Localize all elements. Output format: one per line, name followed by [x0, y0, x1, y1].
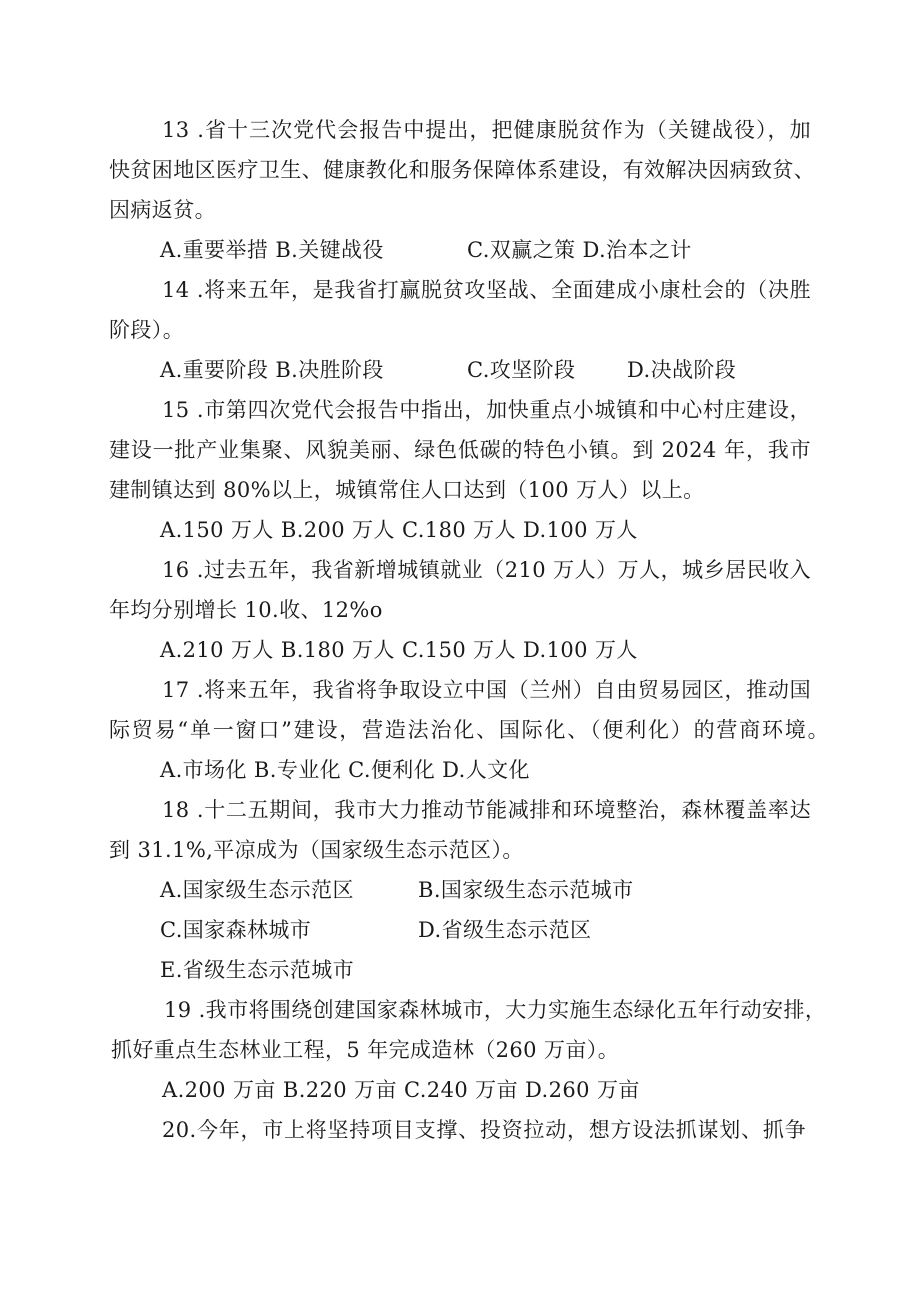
question-15-line-3: 建制镇达到 80%以上，城镇常住人口达到（100 万人）以上。: [109, 478, 705, 502]
question-15-line-2: 建设一批产业集聚、风貌美丽、绿色低碳的特色小镇。到 2024 年，我市: [109, 438, 811, 462]
question-17-line-1: 17 .将来五年，我省将争取设立中国（兰州）自由贸易园区，推动国: [162, 678, 811, 702]
question-13-line-2: 快贫困地区医疗卫生、健康教化和服务保障体系建设，有效解决因病致贫、: [109, 158, 816, 182]
question-16-options: A.210 万人 B.180 万人 C.150 万人 D.100 万人: [160, 638, 638, 662]
question-13-line-1: 13 .省十三次党代会报告中提出，把健康脱贫作为（关键战役），加: [162, 118, 811, 142]
question-13-options-ab: A.重要举措 B.关键战役: [160, 238, 384, 262]
question-14-line-2: 阶段）。: [109, 318, 185, 342]
question-18-option-d: D.省级生态示范区: [418, 918, 592, 942]
question-13-options-cd: C.双赢之策 D.治本之计: [467, 238, 692, 262]
question-13-line-3: 因病返贫。: [109, 198, 216, 222]
question-18-option-e: E.省级生态示范城市: [160, 958, 355, 982]
question-14-line-1: 14 .将来五年，是我省打赢脱贫攻坚战、全面建成小康杜会的（决胜: [162, 278, 811, 302]
question-14-option-d: D.决战阶段: [627, 358, 737, 382]
question-18-line-2: 到 31.1%,平凉成为（国家级生态示范区）。: [109, 838, 524, 862]
question-16-line-1: 16 .过去五年，我省新增城镇就业（210 万人）万人，城乡居民收入: [162, 558, 811, 582]
question-16-line-2: 年均分别增长 10.收、12%o: [109, 598, 383, 622]
question-18-option-c: C.国家森林城市: [160, 918, 312, 942]
question-19-line-2: 抓好重点生态林业工程，5 年完成造林（260 万亩）。: [111, 1038, 620, 1062]
question-14-option-c: C.攻坚阶段: [467, 358, 576, 382]
question-18-option-a: A.国家级生态示范区: [160, 878, 354, 902]
question-17-line-2: 际贸易“单一窗口”建设，营造法治化、国际化、（便利化）的营商环境。: [109, 718, 829, 742]
question-18-line-1: 18 .十二五期间，我市大力推动节能减排和环境整治，森林覆盖率达: [162, 798, 811, 822]
question-18-option-b: B.国家级生态示范城市: [418, 878, 634, 902]
question-19-options: A.200 万亩 B.220 万亩 C.240 万亩 D.260 万亩: [162, 1078, 640, 1102]
question-15-line-1: 15 .市第四次党代会报告中指出，加快重点小城镇和中心村庄建设，: [162, 398, 811, 422]
question-15-options: A.150 万人 B.200 万人 C.180 万人 D.100 万人: [160, 518, 638, 542]
question-14-options-ab: A.重要阶段 B.决胜阶段: [160, 358, 384, 382]
question-17-options: A.市场化 B.专业化 C.便利化 D.人文化: [160, 758, 530, 782]
question-19-line-1: 19 .我市将围绕创建国家森林城市，大力实施生态绿化五年行动安排，: [164, 998, 827, 1022]
question-20-line-1: 20.今年，市上将坚持项目支撑、投资拉动，想方设法抓谋划、抓争: [162, 1118, 806, 1142]
